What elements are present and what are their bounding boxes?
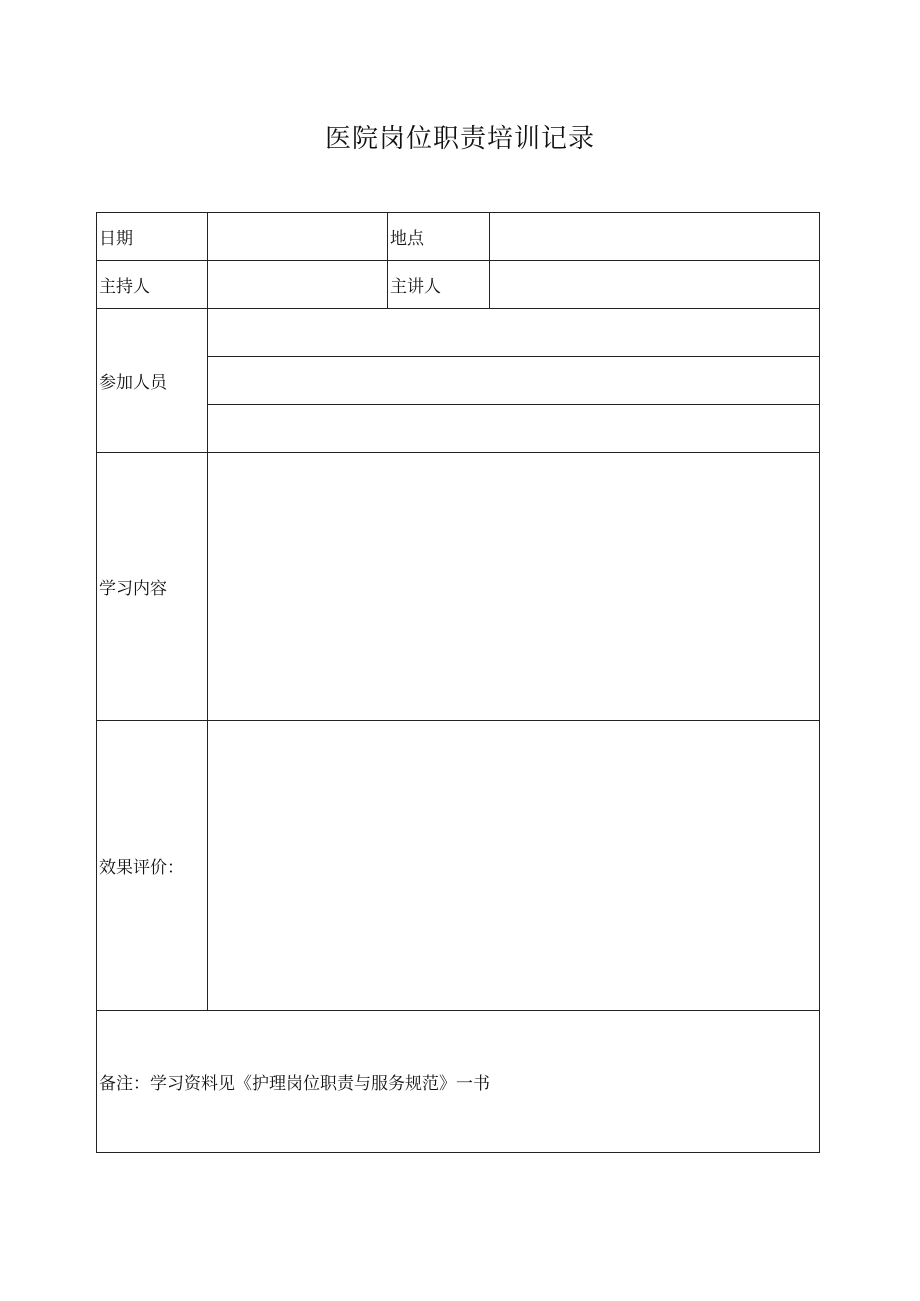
row-note	[97, 1011, 820, 1153]
row-host-speaker	[97, 261, 820, 309]
row-content	[97, 453, 820, 721]
participants-label: 参加人员	[97, 309, 208, 453]
participants-line-2[interactable]	[208, 357, 820, 405]
date-field[interactable]	[208, 213, 388, 261]
location-field[interactable]	[490, 213, 820, 261]
participants-line-1[interactable]	[208, 309, 820, 357]
row-date-location	[97, 213, 820, 261]
content-label: 学习内容	[97, 453, 208, 721]
host-field[interactable]	[208, 261, 388, 309]
date-label: 日期	[97, 213, 208, 261]
page-title: 医院岗位职责培训记录	[324, 124, 595, 154]
row-evaluation	[97, 721, 820, 1011]
location-label: 地点	[388, 213, 490, 261]
row-participants-1	[97, 309, 820, 357]
speaker-field[interactable]	[490, 261, 820, 309]
evaluation-label: 效果评价：	[97, 721, 208, 1011]
speaker-label: 主讲人	[388, 261, 490, 309]
evaluation-field[interactable]	[208, 721, 820, 1011]
host-label: 主持人	[97, 261, 208, 309]
participants-line-3[interactable]	[208, 405, 820, 453]
content-field[interactable]	[208, 453, 820, 721]
training-record-table	[96, 212, 820, 1153]
note-text: 备注：学习资料见《护理岗位职责与服务规范》一书	[97, 1011, 820, 1153]
